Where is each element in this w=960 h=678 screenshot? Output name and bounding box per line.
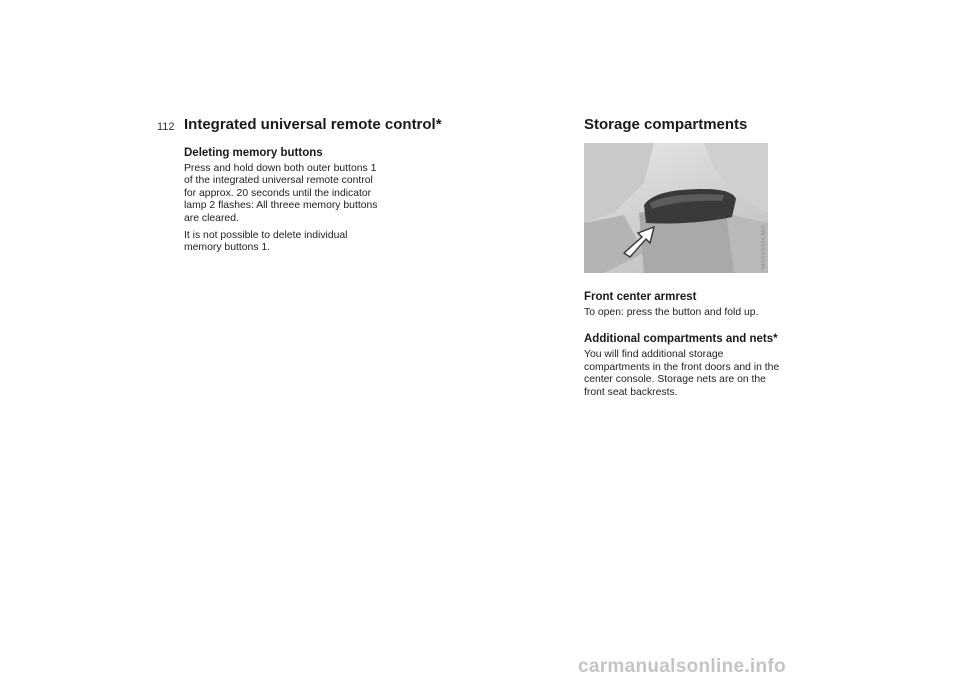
subheading-deleting-memory-buttons: Deleting memory buttons [184,147,323,159]
section-additional-compartments [584,333,784,399]
armrest-illustration [584,143,768,273]
section-title-storage: Storage compartments [584,116,748,133]
subheading-additional-compartments: Additional compartments and nets* [584,333,778,346]
paragraph-additional-compartments: You will find additional storage compartments in the front doors and in the center console. Storage nets are on the front seat backrests. [584,349,780,398]
section-title-remote-control: Integrated universal remote control* [184,116,442,133]
watermark: carmanualsonline.info [578,656,786,677]
left-column [184,116,474,260]
right-column [584,116,784,404]
section-front-armrest [584,291,784,319]
subheading-front-center-armrest: Front center armrest [584,291,697,303]
seat-back-left [584,143,654,223]
paragraph-delete-note: It is not possible to delete individual memory buttons 1. [184,230,348,254]
paragraph-armrest-open: To open: press the button and fold up. [584,307,759,318]
armrest-figure [584,143,768,273]
figure-code: MX01904CMA [761,224,767,269]
page-number: 112 [157,121,175,133]
paragraph-delete-instructions: Press and hold down both outer buttons 1 of the integrated universal remote control for approx. 20 seconds until the indicator lamp 2 flashes: All threee memory buttons are cleared. [184,163,378,224]
